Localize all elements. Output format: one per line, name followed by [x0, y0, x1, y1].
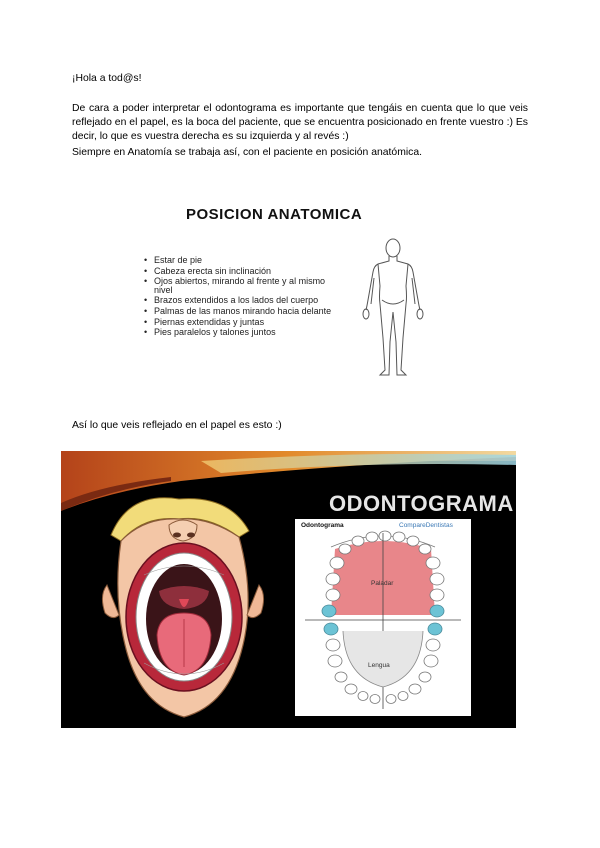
anatomical-position-figure	[140, 198, 460, 388]
odontogram-chart	[295, 519, 471, 716]
anatomical-position-title: POSICION ANATOMICA	[186, 206, 363, 223]
brand-logo: CompareDentistas	[399, 522, 453, 529]
list-item: • Estar de pie	[144, 256, 334, 265]
intro-paragraph: De cara a poder interpretar el odontograma es importante que tengáis en cuenta que lo que veis reflejado en el papel, es la boca del paciente, que se encuentra posicionado en frente vuestro :) Es decir, lo que es vuestra derecha es su izquierda y al revés :)	[72, 103, 528, 142]
anatomical-position-list	[144, 256, 334, 339]
human-body-illustration	[358, 238, 428, 378]
palate-label: Paladar	[371, 580, 394, 587]
list-item: • Pies paralelos y talones juntos	[144, 328, 334, 337]
odontogram-title: ODONTOGRAMA	[329, 491, 514, 516]
odontogram-banner	[61, 451, 516, 728]
anatomy-paragraph: Siempre en Anatomía se trabaja así, con el paciente en posición anatómica.	[72, 147, 423, 158]
list-item: • Piernas extendidas y juntas	[144, 318, 334, 327]
list-item: • Palmas de las manos mirando hacia delante	[144, 307, 334, 316]
caption: Así lo que veis reflejado en el papel es esto :)	[72, 420, 282, 431]
list-item: • Brazos extendidos a los lados del cuerpo	[144, 296, 334, 305]
teeth-diagram	[295, 519, 471, 716]
open-mouth-illustration	[99, 495, 269, 720]
list-item: • Cabeza erecta sin inclinación	[144, 267, 334, 276]
tongue-label: Lengua	[368, 662, 390, 669]
greeting: ¡Hola a tod@s!	[72, 73, 142, 84]
chart-title: Odontograma	[301, 522, 344, 529]
list-item: • Ojos abiertos, mirando al frente y al mismo nivel	[144, 277, 334, 294]
